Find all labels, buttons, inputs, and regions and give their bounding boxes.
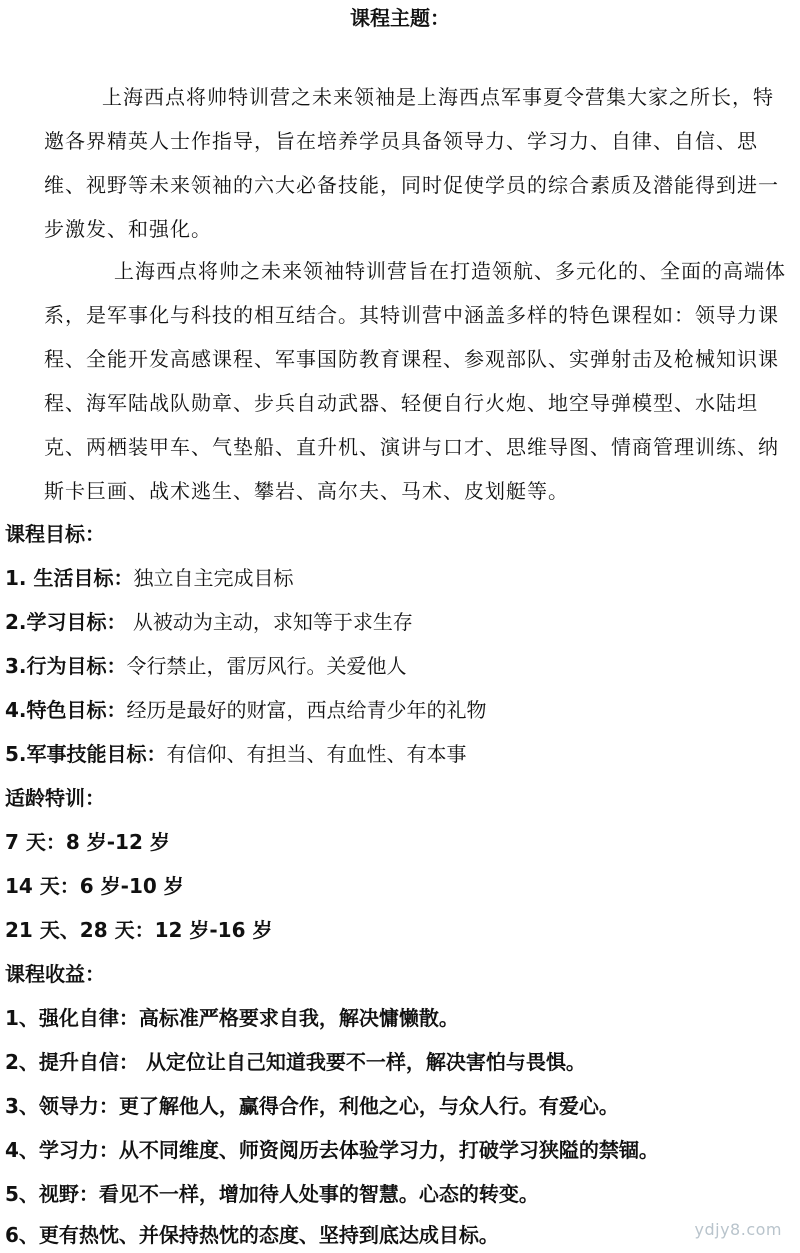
goal-item [5,741,467,767]
age-item: 21 天、28 天：12 岁-16 岁 [5,918,273,942]
goal-item [5,697,487,723]
goal-item [5,609,413,635]
goal-text: 有信仰、有担当、有血性、有本事 [166,742,467,766]
goal-text: 从被动为主动，求知等于求生存 [126,610,413,634]
benefit-item: 3、领导力：更了解他人，赢得合作，利他之心，与众人行。有爱心。 [5,1094,619,1118]
benefits-heading: 课程收益： [5,962,105,986]
goal-label: 2.学习目标： [5,610,127,634]
age-heading: 适龄特训： [5,786,105,810]
goal-item [5,653,407,679]
goal-text: 令行禁止，雷厉风行。关爱他人 [126,654,407,678]
benefit-item: 2、提升自信： 从定位让自己知道我要不一样，解决害怕与畏惧。 [5,1050,586,1074]
intro-paragraph-1-text: 上海西点将帅特训营之未来领袖是上海西点军事夏令营集大家之所长，特邀各界精英人士作指导，旨在培养学员具备领导力、学习力、自律、自信、思维、视野等未来领袖的六大必备技能，同时促使学员的综合素质及潜能得到进一步激发、和强化。 [44,85,779,241]
age-item: 14 天：6 岁-10 岁 [5,874,184,898]
goal-label: 3.行为目标： [5,654,127,678]
goal-text: 独立自主完成目标 [133,566,294,590]
benefit-item: 6、更有热忱、并保持热忱的态度、坚持到底达成目标。 [5,1223,499,1247]
goal-label: 4.特色目标： [5,698,127,722]
intro-paragraph-1 [44,75,790,251]
intro-paragraph-2-text: 上海西点将帅之未来领袖特训营旨在打造领航、多元化的、全面的高端体系，是军事化与科技的相互结合。其特训营中涵盖多样的特色课程如：领导力课程、全能开发高感课程、军事国防教育课程、参观部队、实弹射击及枪械知识课程、海军陆战队勋章、步兵自动武器、轻便自行火炮、地空导弹模型、水陆坦克、两栖装甲车、气垫船、直升机、演讲与口才、思维导图、情商管理训练、纳斯卡巨画、战术逃生、攀岩、高尔夫、马术、皮划艇等。 [44,259,786,503]
benefit-item: 5、视野：看见不一样，增加待人处事的智慧。心态的转变。 [5,1182,539,1206]
benefit-item: 1、强化自律：高标准严格要求自我，解决慵懒散。 [5,1006,459,1030]
intro-paragraph-2 [44,249,790,513]
goal-text: 经历是最好的财富，西点给青少年的礼物 [126,698,487,722]
watermark: ydjy8.com [694,1220,782,1239]
goal-item [5,565,293,591]
goal-label: 1. 生活目标： [5,566,134,590]
goal-label: 5.军事技能目标： [5,742,167,766]
goals-heading: 课程目标： [5,522,105,546]
benefit-item: 4、学习力：从不同维度、师资阅历去体验学习力，打破学习狭隘的禁锢。 [5,1138,659,1162]
page-title: 课程主题： [350,6,450,30]
age-item: 7 天：8 岁-12 岁 [5,830,170,854]
